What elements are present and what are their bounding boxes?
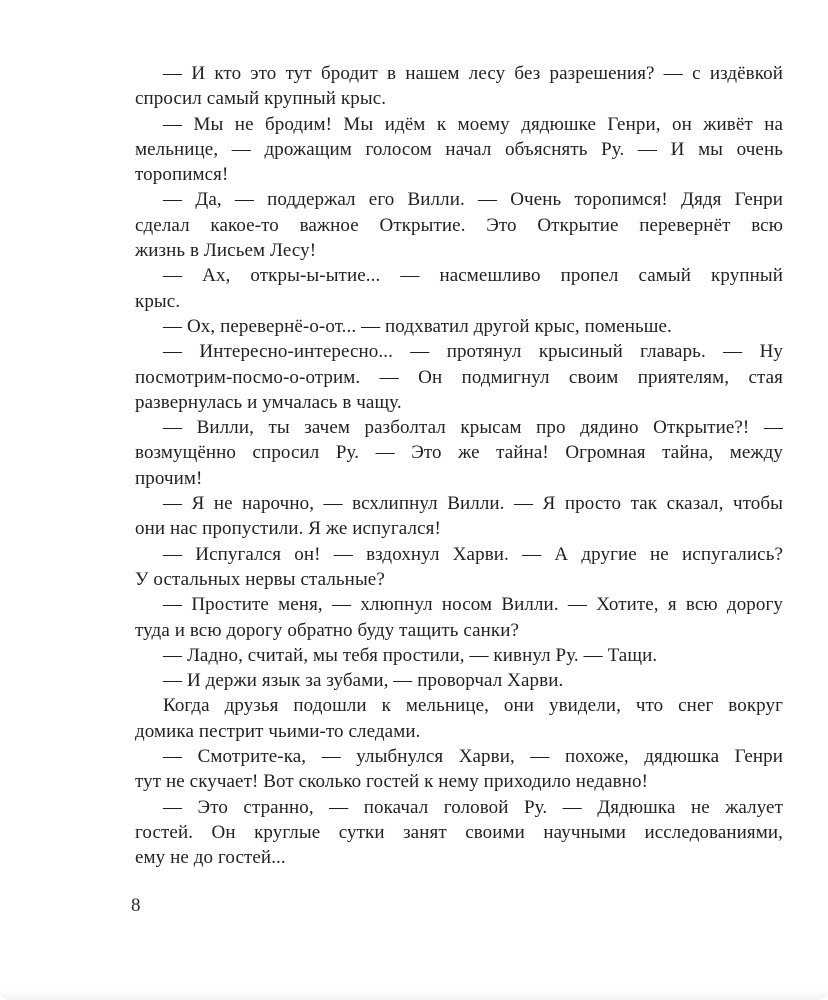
- paragraph: [135, 314, 783, 339]
- text-line: тут не скучает! Вот сколько гостей к нему приходило недавно!: [135, 771, 649, 793]
- paragraph: [135, 693, 783, 744]
- text-line: — Испугался он! — вздохнул Харви. — А другие не испугались?: [163, 543, 783, 565]
- text-line: спросил самый крупный крыс.: [135, 88, 387, 110]
- text-line: жизнь в Лисьем Лесу!: [135, 240, 317, 262]
- paragraph: [135, 592, 783, 643]
- paragraph: [135, 112, 783, 188]
- text-line: домика пестрит чьими-то следами.: [135, 720, 421, 742]
- text-line: — Мы не бродим! Мы идём к моему дядюшке Генри, он живёт на: [163, 113, 783, 135]
- text-line: прочим!: [135, 467, 203, 489]
- text-line: — Ах, откры-ы-ытие... — насмешливо пропел самый крупный: [163, 265, 783, 287]
- text-line: — Это странно, — покачал головой Ру. — Дядюшка не жалует: [163, 796, 783, 818]
- text-line: возмущённо спросил Ру. — Это же тайна! Огромная тайна, между: [135, 442, 783, 464]
- text-line: они нас пропустили. Я же испугался!: [135, 518, 441, 540]
- text-line: — Ох, перевернё-о-от... — подхватил другой крыс, поменьше.: [163, 315, 672, 337]
- text-line: — Да, — поддержал его Вилли. — Очень торопимся! Дядя Генри: [163, 189, 783, 211]
- paragraph: [135, 668, 783, 693]
- text-line: — Смотрите-ка, — улыбнулся Харви, — похоже, дядюшка Генри: [163, 746, 783, 768]
- text-line: — Ладно, считай, мы тебя простили, — кивнул Ру. — Тащи.: [163, 644, 658, 666]
- text-line: — Я не нарочно, — всхлипнул Вилли. — Я просто так сказал, чтобы: [163, 493, 783, 515]
- text-line: посмотрим-посмо-о-отрим. — Он подмигнул своим приятелям, стая: [135, 366, 783, 388]
- paragraph: [135, 339, 783, 415]
- paragraph: [135, 491, 783, 542]
- paragraph: [135, 542, 783, 593]
- paragraph: [135, 643, 783, 668]
- text-line: сделал какое-то важное Открытие. Это Открытие перевернёт всю: [135, 214, 783, 236]
- paragraph: [135, 61, 783, 112]
- text-line: Когда друзья подошли к мельнице, они увидели, что снег вокруг: [163, 695, 783, 717]
- page-number: 8: [131, 895, 141, 916]
- text-line: — Вилли, ты зачем разболтал крысам про дядино Открытие?! —: [163, 417, 783, 439]
- paragraph: [135, 744, 783, 795]
- paragraph: [135, 415, 783, 491]
- paragraph: [135, 187, 783, 263]
- text-line: — Интересно-интересно... — протянул крысиный главарь. — Ну: [163, 341, 783, 363]
- text-line: мельнице, — дрожащим голосом начал объяснять Ру. — И мы очень: [135, 138, 783, 160]
- paragraph: [135, 795, 783, 871]
- paragraph: [135, 263, 783, 314]
- text-line: гостей. Он круглые сутки занят своими научными исследованиями,: [135, 821, 783, 843]
- text-line: развернулась и умчалась в чащу.: [135, 391, 402, 413]
- text-line: — И держи язык за зубами, — проворчал Харви.: [163, 670, 564, 692]
- text-line: — И кто это тут бродит в нашем лесу без разрешения? — с издёвкой: [163, 63, 783, 84]
- text-line: У остальных нервы стальные?: [135, 568, 385, 590]
- text-line: торопимся!: [135, 164, 229, 186]
- text-block: [135, 61, 783, 871]
- text-line: крыс.: [135, 290, 181, 312]
- text-line: ему не до гостей...: [135, 847, 286, 869]
- text-line: — Простите меня, — хлюпнул носом Вилли. — Хотите, я всю дорогу: [163, 594, 783, 616]
- text-line: туда и всю дорогу обратно буду тащить санки?: [135, 619, 520, 641]
